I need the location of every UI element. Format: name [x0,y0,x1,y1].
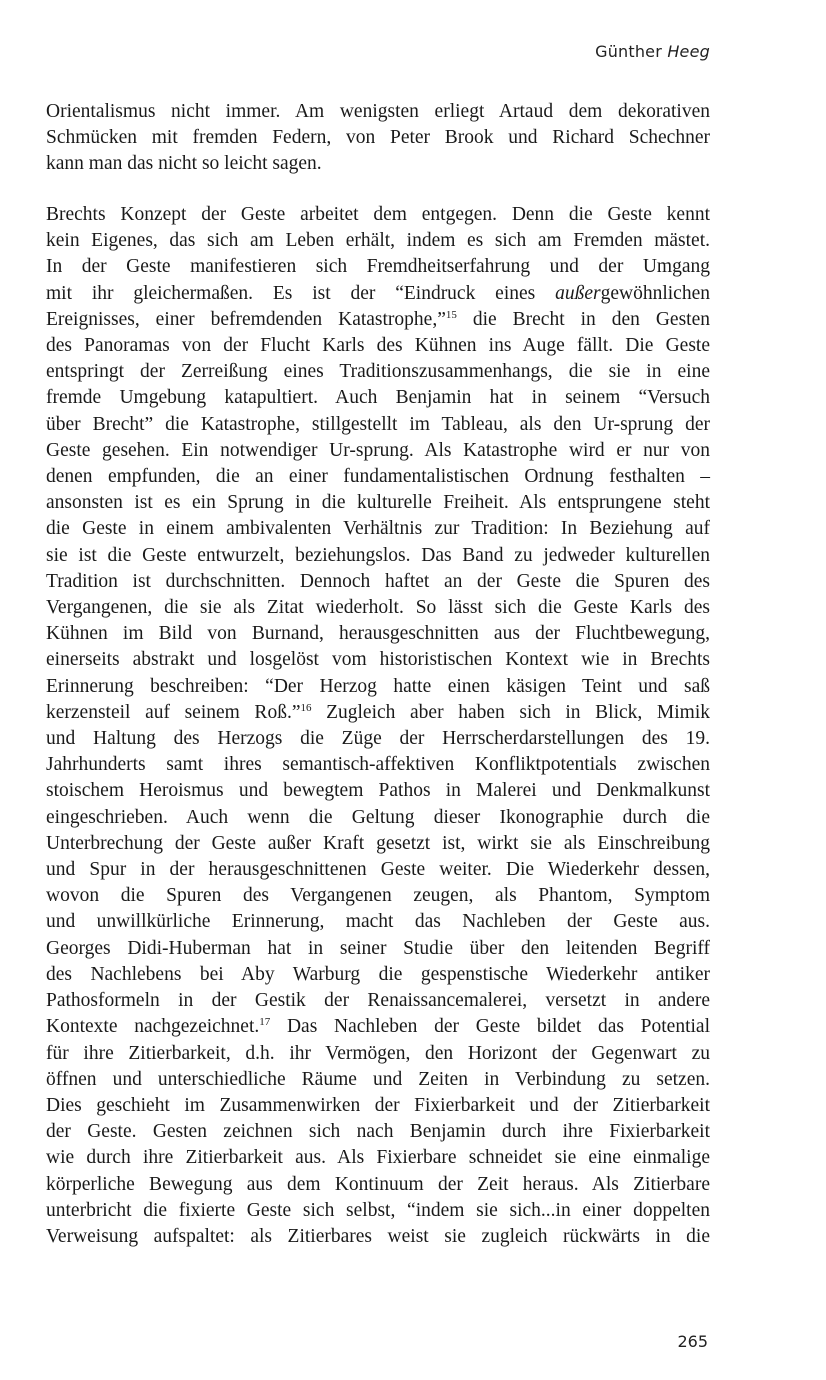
text-line: fremde Umgebung katapultiert. Auch Benjamin hat in seinem “Versuch [46,387,710,409]
text-line: Jahrhunderts samt ihres semantisch-affektiven Konfliktpotentials zwischen [46,754,710,776]
text-segment: Zugleich aber haben sich in Blick, Mimik [311,701,711,723]
author-last-name: Heeg [667,42,710,61]
text-line: kann man das nicht so leicht sagen. [46,153,322,175]
text-line: Kühnen im Bild von Burnand, herausgeschnitten aus der Fluchtbewegung, [46,623,710,645]
text-line: Orientalismus nicht immer. Am wenigsten erliegt Artaud dem dekorativen [46,101,710,122]
text-line: In der Geste manifestieren sich Fremdheitserfahrung und der Umgang [46,256,710,278]
text-line: Schmücken mit fremden Federn, von Peter Brook und Richard Schechner [46,127,710,149]
text-line: über Brecht” die Katastrophe, stillgestellt im Tableau, als den Ur-sprung der [46,413,710,435]
text-line: Erinnerung beschreiben: “Der Herzog hatte einen käsigen Teint und saß [46,675,710,697]
footnote-ref-16: 16 [300,701,312,714]
text-line: und Spur in der herausgeschnittenen Geste weiter. Die Wiederkehr dessen, [46,859,710,881]
text-line-with-footnote [46,307,710,333]
text-line: Brechts Konzept der Geste arbeitet dem entgegen. Denn die Geste kennt [46,204,710,225]
text-line: Verweisung aufspaltet: als Zitierbares weist sie zugleich rückwärts in die [46,1225,710,1247]
text-line: wie durch ihre Zitierbarkeit aus. Als Fixierbare schneidet sie eine einmalige [46,1147,710,1169]
text-line: Tradition ist durchschnitten. Dennoch haftet an der Geste die Spuren des [46,570,710,592]
text-line-with-italic [46,281,710,307]
text-line: des Panoramas von der Flucht Karls des Kühnen ins Auge fällt. Die Geste [46,335,710,357]
text-line: entspringt der Zerreißung eines Traditionszusammenhangs, die sie in eine [46,361,710,383]
text-line: Pathosformeln in der Gestik der Renaissancemalerei, versetzt in andere [46,990,710,1012]
running-head [595,42,710,61]
page-number: 265 [677,1332,708,1351]
text-line: kein Eigenes, das sich am Leben erhält, indem es sich am Fremden mästet. [46,230,710,252]
text-segment: Das Nachleben der Geste bildet das Potential [270,1016,710,1038]
text-line: Georges Didi-Huberman hat in seiner Studie über den leitenden Begriff [46,937,710,959]
paragraph-1 [46,99,710,178]
text-segment: Ereignisses, einer befremdenden Katastrophe,” [46,308,446,330]
text-line: die Geste in einem ambivalenten Verhältnis zur Tradition: In Beziehung auf [46,518,710,540]
text-line: körperliche Bewegung aus dem Kontinuum der Zeit heraus. Als Zitierbare [46,1173,710,1195]
text-line: öffnen und unterschiedliche Räume und Zeiten in Verbindung zu setzen. [46,1068,710,1090]
footnote-ref-17: 17 [259,1016,271,1029]
text-line-with-footnote [46,1014,710,1040]
text-line: eingeschrieben. Auch wenn die Geltung dieser Ikonographie durch die [46,806,710,828]
text-line: Vergangenen, die sie als Zitat wiederholt. So lässt sich die Geste Karls des [46,597,710,619]
text-line: stoischem Heroismus und bewegtem Pathos in Malerei und Denkmalkunst [46,780,710,802]
footnote-ref-15: 15 [445,308,457,321]
text-line: ansonsten ist es ein Sprung in die kulturelle Freiheit. Als entsprungene steht [46,492,710,514]
text-line: einerseits abstrakt und losgelöst vom historistischen Kontext wie in Brechts [46,649,710,671]
text-line: wovon die Spuren des Vergangenen zeugen, als Phantom, Symptom [46,885,710,907]
text-line: des Nachlebens bei Aby Warburg die gespenstische Wiederkehr antiker [46,963,710,985]
paragraph-2 [46,202,710,1250]
text-line: Geste gesehen. Ein notwendiger Ur-sprung. Als Katastrophe wird er nur von [46,439,710,461]
author-first-name: Günther [595,42,663,61]
text-line: sie ist die Geste entwurzelt, beziehungslos. Das Band zu jedweder kulturellen [46,544,710,566]
text-line: der Geste. Gesten zeichnen sich nach Benjamin durch ihre Fixierbarkeit [46,1121,710,1143]
text-segment: die Brecht in den Gesten [456,308,710,330]
text-segment: mit ihr gleichermaßen. Es ist der “Eindruck eines [46,282,556,304]
text-segment: Kontexte nachgezeichnet. [46,1016,260,1038]
text-line-with-footnote [46,700,710,726]
text-segment: kerzensteil auf seinem Roß.” [46,701,301,723]
text-line: denen empfunden, die an einer fundamentalistischen Ordnung festhalten – [46,466,710,488]
italic-emphasis: außer [555,282,601,304]
text-line: und Haltung des Herzogs die Züge der Herrscherdarstellungen des 19. [46,728,710,750]
text-segment: gewöhnlichen [600,282,710,304]
text-line: Dies geschieht im Zusammenwirken der Fixierbarkeit und der Zitierbarkeit [46,1094,710,1116]
text-line: für ihre Zitierbarkeit, d.h. ihr Vermögen, den Horizont der Gegenwart zu [46,1042,710,1064]
text-line: Unterbrechung der Geste außer Kraft gesetzt ist, wirkt sie als Einschreibung [46,832,710,854]
text-line: und unwillkürliche Erinnerung, macht das Nachleben der Geste aus. [46,911,710,933]
text-line: unterbricht die fixierte Geste sich selbst, “indem sie sich...in einer doppelten [46,1199,710,1221]
